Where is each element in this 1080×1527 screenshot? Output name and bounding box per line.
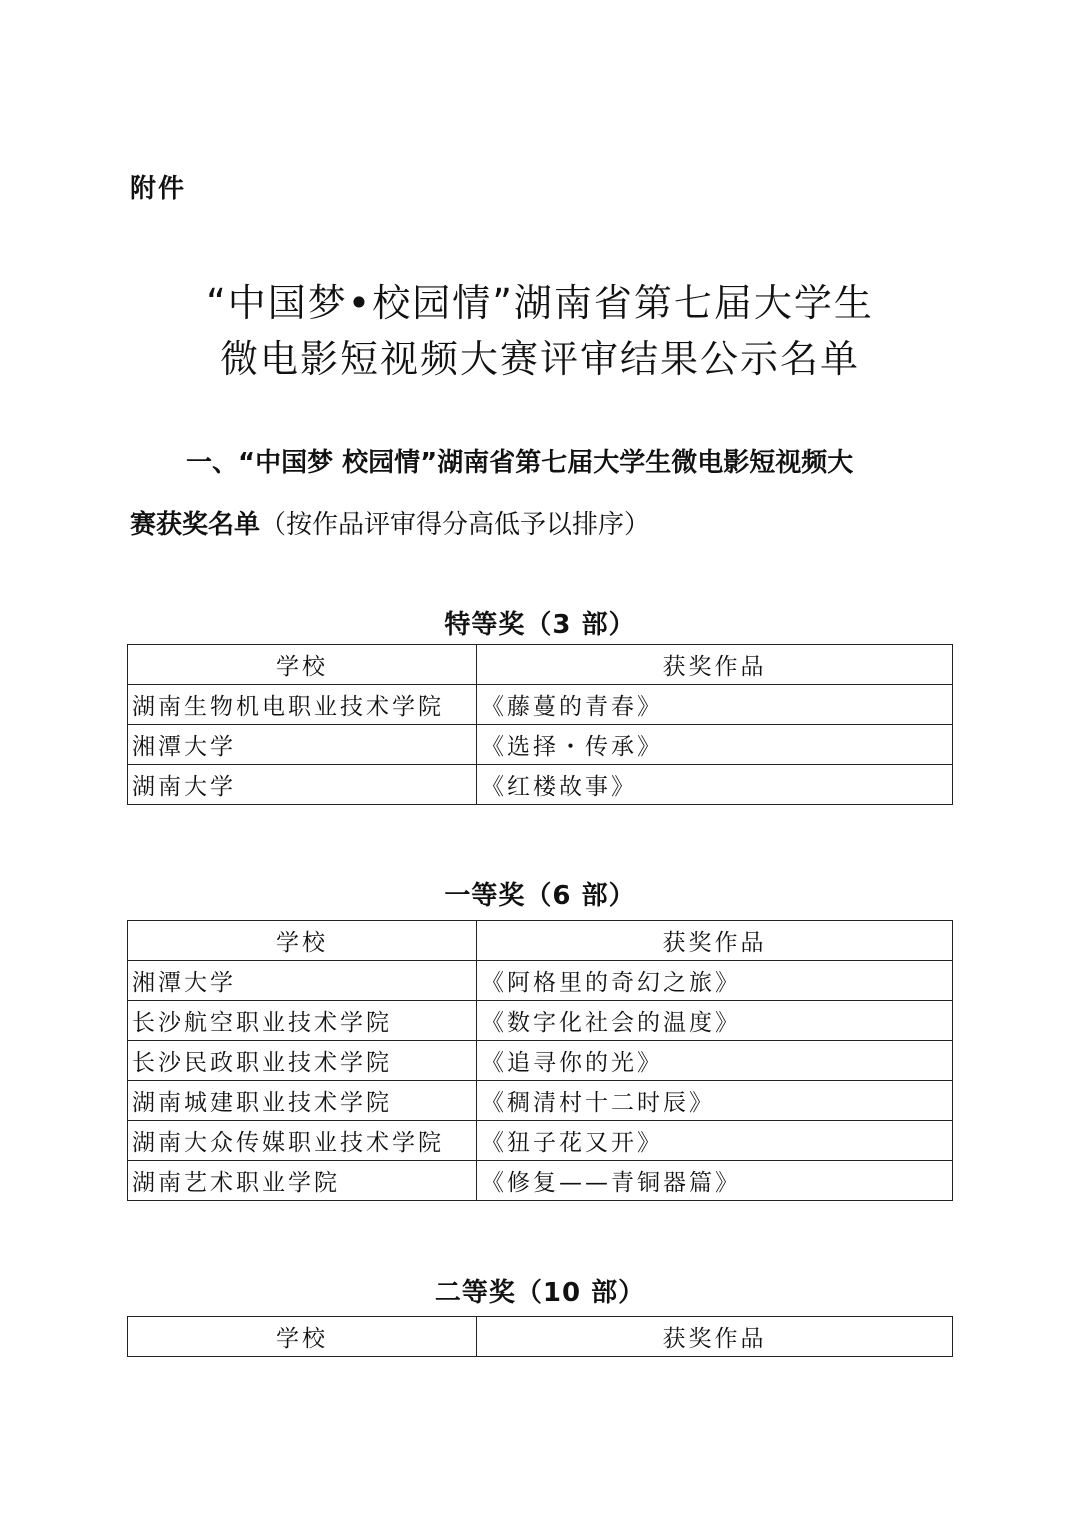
school-cell: 湖南大学 [128, 765, 477, 805]
award-title-special: 特等奖（3 部） [444, 610, 636, 640]
work-cell: 《选择・传承》 [477, 725, 953, 765]
column-header-school: 学校 [128, 1317, 477, 1357]
work-cell: 《数字化社会的温度》 [477, 1001, 953, 1041]
table-row [128, 685, 953, 725]
school-cell: 长沙航空职业技术学院 [128, 1001, 477, 1041]
table-row [128, 1001, 953, 1041]
work-cell: 《稠清村十二时辰》 [477, 1081, 953, 1121]
table-row [128, 1161, 953, 1201]
section-heading-line-1: 一、“中国梦 校园情”湖南省第七届大学生微电影短视频大 [186, 448, 854, 478]
document-title-line-2: 微电影短视频大赛评审结果公示名单 [219, 337, 860, 381]
award-title-second: 二等奖（10 部） [434, 1278, 646, 1308]
table-row [128, 961, 953, 1001]
table-row [128, 1081, 953, 1121]
school-cell: 湘潭大学 [128, 961, 477, 1001]
column-header-work: 获奖作品 [477, 921, 953, 961]
school-cell: 湘潭大学 [128, 725, 477, 765]
column-header-work: 获奖作品 [477, 645, 953, 685]
section-heading-note: （按作品评审得分高低予以排序） [260, 510, 651, 540]
table-row [128, 725, 953, 765]
table-row [128, 765, 953, 805]
section-heading-line-2: 赛获奖名单 [130, 510, 261, 540]
school-cell: 湖南艺术职业学院 [128, 1161, 477, 1201]
work-cell: 《追寻你的光》 [477, 1041, 953, 1081]
school-cell: 湖南大众传媒职业技术学院 [128, 1121, 477, 1161]
work-cell: 《阿格里的奇幻之旅》 [477, 961, 953, 1001]
table-row [128, 1041, 953, 1081]
column-header-school: 学校 [128, 645, 477, 685]
award-table-first [127, 920, 953, 1201]
column-header-work: 获奖作品 [477, 1317, 953, 1357]
document-title-line-1: “中国梦•校园情”湖南省第七届大学生 [206, 281, 874, 325]
table-header-row [128, 921, 953, 961]
column-header-school: 学校 [128, 921, 477, 961]
school-cell: 长沙民政职业技术学院 [128, 1041, 477, 1081]
award-table-second [127, 1316, 953, 1357]
table-header-row [128, 645, 953, 685]
work-cell: 《狃子花又开》 [477, 1121, 953, 1161]
attachment-label: 附件 [130, 174, 187, 204]
work-cell: 《修复——青铜器篇》 [477, 1161, 953, 1201]
section-heading [130, 432, 960, 556]
work-cell: 《藤蔓的青春》 [477, 685, 953, 725]
table-row [128, 1121, 953, 1161]
school-cell: 湖南城建职业技术学院 [128, 1081, 477, 1121]
work-cell: 《红楼故事》 [477, 765, 953, 805]
school-cell: 湖南生物机电职业技术学院 [128, 685, 477, 725]
award-title-first: 一等奖（6 部） [444, 881, 636, 911]
table-header-row [128, 1317, 953, 1357]
award-table-special [127, 644, 953, 805]
